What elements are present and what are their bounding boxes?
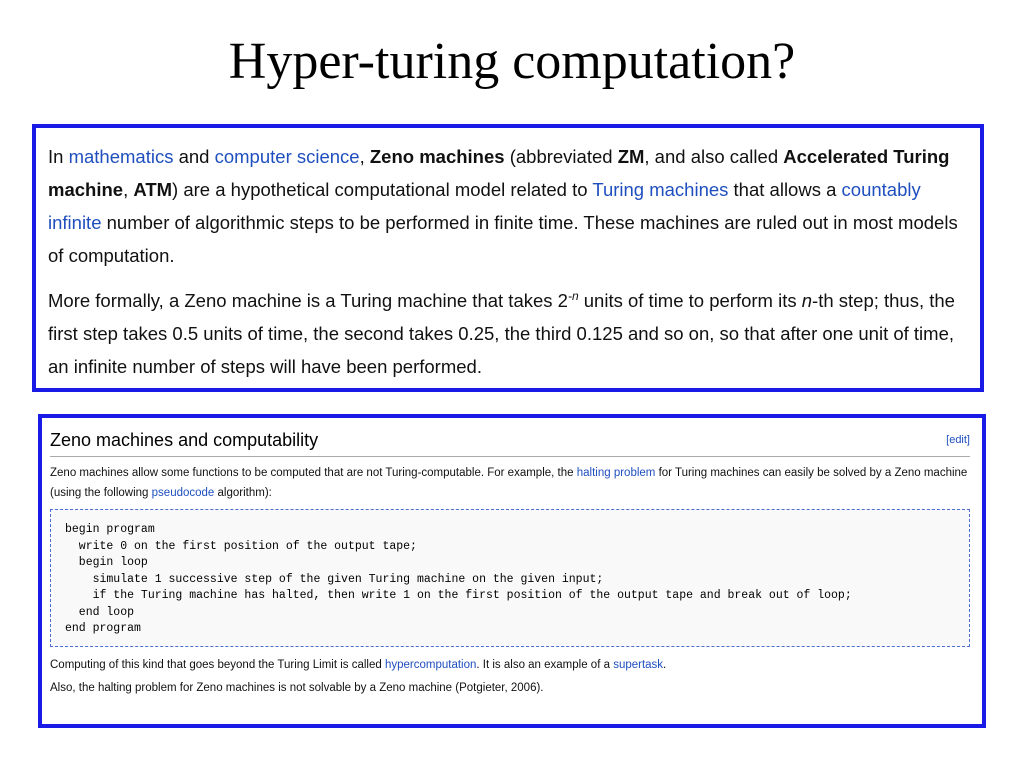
wikipedia-intro-excerpt	[32, 124, 984, 392]
halting-note-paragraph: Also, the halting problem for Zeno machines is not solvable by a Zeno machine (Potgieter, 2006).	[50, 682, 544, 694]
intro-paragraph: In mathematics and computer science, Zeno machines (abbreviated ZM, and also called Accelerated Turing machine, ATM) are a hypothetical computational model related to Turing machines that allows a countably infinite number of algorithmic steps to be performed in finite time. These machines are ruled out in most models of computation.	[48, 146, 958, 266]
link-halting-problem[interactable]: halting problem	[576, 467, 656, 479]
link-countably-infinite[interactable]: countably infinite	[48, 179, 921, 233]
link-supertask[interactable]: supertask	[613, 659, 664, 671]
link-hypercomputation[interactable]: hypercomputation	[384, 659, 477, 671]
link-pseudocode[interactable]: pseudocode	[151, 487, 215, 499]
section-heading: Zeno machines and computability	[50, 430, 319, 450]
section-header	[50, 428, 970, 457]
pseudocode-text: begin program write 0 on the first position of the output tape; begin loop simulate 1 successive step of the given Turing machine on the given input; if the Turing machine has halted, then write 1 on the first position of the output tape and break out of loop; end loop end program	[65, 523, 852, 635]
slide-title: Hyper-turing computation?	[228, 33, 796, 90]
link-turing-machines[interactable]: Turing machines	[592, 179, 729, 200]
link-computer-science[interactable]: computer science	[214, 146, 360, 167]
computability-paragraph: Zeno machines allow some functions to be computed that are not Turing-computable. For example, the halting problem for Turing machines can easily be solved by a Zeno machine (using the following pseudocode algorithm):	[50, 467, 968, 499]
hypercomputation-paragraph: Computing of this kind that goes beyond the Turing Limit is called hypercomputation. It is also an example of a supertask.	[50, 659, 667, 671]
link-mathematics[interactable]: mathematics	[68, 146, 174, 167]
formal-definition-paragraph: More formally, a Zeno machine is a Turing machine that takes $2^{-n}$ units of time to perform its n-th step; thus, the first step takes 0.5 units of time, the second takes 0.25, the third 0.125 and so on, so that after one unit of time, an infinite number of steps will have been performed.	[48, 289, 955, 378]
edit-link[interactable]: [edit]	[946, 434, 970, 446]
wikipedia-section-excerpt	[38, 414, 986, 728]
pseudocode-block	[50, 509, 970, 647]
term-zeno-machines: Zeno machines	[369, 146, 505, 167]
